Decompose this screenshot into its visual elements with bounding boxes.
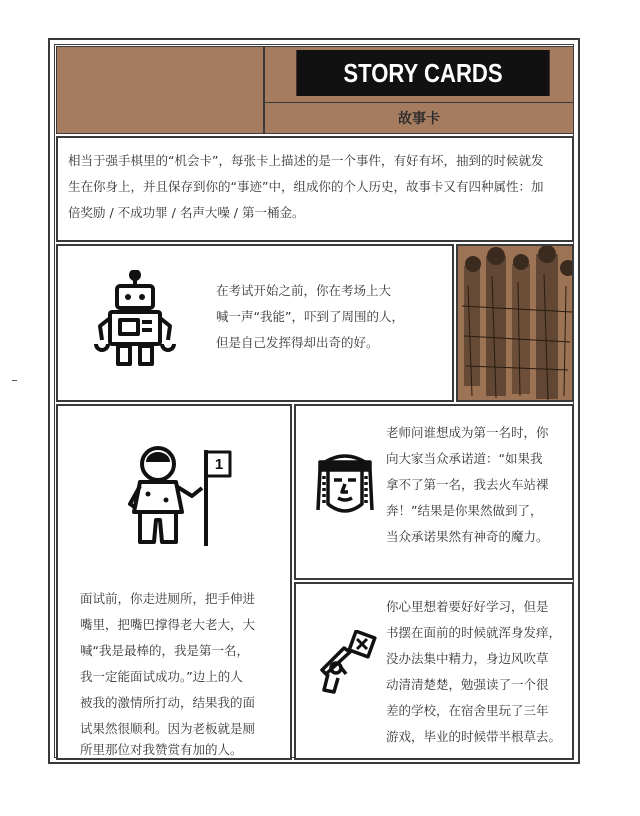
card-revolver-line-6: 游戏，毕业的时候带半根草去。 bbox=[386, 729, 562, 744]
header-brown-left bbox=[56, 46, 264, 134]
card-revolver-line-1: 你心里想着要好好学习，但是 bbox=[386, 599, 549, 614]
story-card-chief bbox=[294, 404, 574, 580]
card-revolver-line-2: 书摆在面前的时候就浑身发痒， bbox=[386, 625, 562, 640]
intro-line-1: 相当于强手棋里的“机会卡”，每张卡上描述的是一个事件，有好有坏，抽到的时候就发 bbox=[68, 153, 544, 168]
card-chief-line-3: 拿不了第一名，我去火车站裸 bbox=[386, 477, 549, 492]
card-revolver-line-4: 动清清楚楚，勉强读了一个很 bbox=[386, 677, 549, 692]
card-chief-line-2: 向大家当众承诺道：“如果我 bbox=[386, 451, 543, 466]
card-chief-line-4: 奔！”结果是你果然做到了， bbox=[386, 503, 543, 518]
story-card-robot bbox=[56, 244, 454, 402]
robot-icon bbox=[90, 270, 180, 370]
card-astronaut-line-5: 被我的激情所打动，结果我的面 bbox=[80, 695, 256, 710]
story-cards-page bbox=[48, 38, 580, 764]
subtitle-box bbox=[264, 102, 574, 134]
stray-mark bbox=[12, 380, 17, 381]
woodcut-image bbox=[456, 244, 574, 402]
card-astronaut-line-4: 我一定能面试成功。”边上的人 bbox=[80, 669, 243, 684]
intro-line-2: 生在你身上，并且保存到你的“事迹”中，组成你的个人历史，故事卡又有四种属性：加 bbox=[68, 179, 544, 194]
card-astronaut-line-2: 嘴里，把嘴巴撑得老大老大，大 bbox=[80, 617, 256, 632]
intro-line-3: 倍奖励 / 不成功罪 / 名声大噪 / 第一桶金。 bbox=[68, 205, 305, 220]
card-astronaut-line-3: 喊“我是最棒的，我是第一名， bbox=[80, 643, 249, 658]
card-robot-line-2: 喊一声“我能”，吓到了周围的人， bbox=[216, 309, 404, 324]
card-astronaut-line-7: 所里那位对我赞赏有加的人。 bbox=[80, 742, 243, 757]
card-revolver-line-5: 差的学校，在宿舍里玩了三年 bbox=[386, 703, 549, 718]
intro-box bbox=[56, 136, 574, 242]
page-subtitle: 故事卡 bbox=[398, 111, 440, 127]
story-card-astronaut bbox=[56, 404, 292, 760]
flag-number: 1 bbox=[214, 455, 224, 473]
story-card-revolver bbox=[294, 582, 574, 760]
card-robot-line-1: 在考试开始之前，你在考场上大 bbox=[216, 283, 392, 298]
astronaut-flag-icon bbox=[126, 442, 236, 552]
revolver-wanted-icon bbox=[314, 630, 380, 700]
card-chief-line-5: 当众承诺果然有神奇的魔力。 bbox=[386, 529, 549, 544]
card-robot-line-3: 但是自己发挥得却出奇的好。 bbox=[216, 335, 379, 350]
card-astronaut-line-6: 试果然很顺利。因为老板就是厕 bbox=[80, 721, 256, 736]
page-title: STORY CARDS bbox=[296, 50, 549, 96]
native-chief-icon bbox=[314, 446, 376, 522]
card-chief-line-1: 老师问谁想成为第一名时，你 bbox=[386, 425, 549, 440]
card-astronaut-line-1: 面试前，你走进厕所，把手伸进 bbox=[80, 591, 256, 606]
card-revolver-line-3: 没办法集中精力，身边风吹草 bbox=[386, 651, 549, 666]
